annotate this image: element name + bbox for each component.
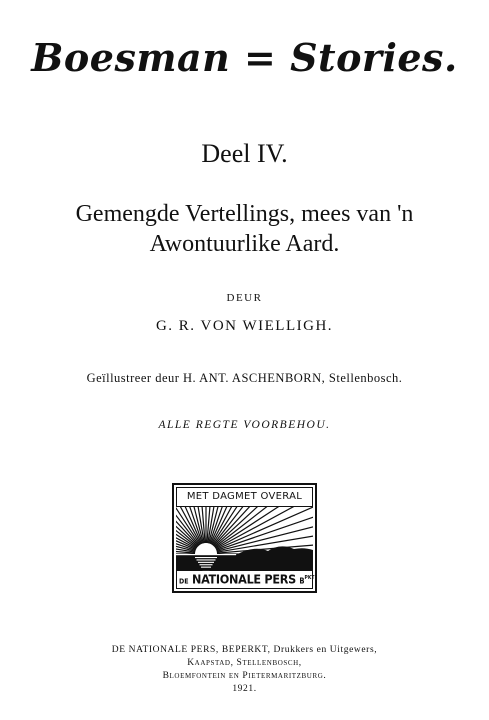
sunrise-icon <box>176 507 313 571</box>
imprint-publisher: DE NATIONALE PERS, BEPERKT, Drukkers en Uitgewers, <box>111 645 378 655</box>
emblem-motto: MET DAGMET OVERAL <box>176 487 313 507</box>
subtitle-line-2: Awontuurlike Aard. <box>149 231 340 257</box>
subtitle-line-1: Gemengde Vertellings, mees van 'n <box>75 201 414 227</box>
emblem-name-suffix-sup: PKT <box>304 575 315 581</box>
emblem-name: NATIONALE PERS <box>192 571 296 587</box>
by-label: DEUR <box>226 292 263 304</box>
emblem-publisher-name <box>176 569 313 589</box>
rights-notice: ALLE REGTE VOORBEHOU. <box>158 419 331 431</box>
sunrise-over-sea-illustration <box>176 507 313 571</box>
imprint-cities-2: Bloemfontein en Pietermaritzburg. <box>162 671 327 681</box>
publisher-emblem <box>172 483 317 593</box>
illustrator-credit: Geïllustreer deur H. ANT. ASCHENBORN, Stellenbosch. <box>86 371 403 385</box>
book-title: Boesman = Stories. <box>31 35 458 80</box>
imprint-cities-1: Kaapstad, Stellenbosch, <box>187 658 302 668</box>
emblem-name-prefix: DE <box>179 577 189 586</box>
volume-number: Deel IV. <box>201 139 288 168</box>
emblem-name-suffix: B <box>299 576 305 586</box>
author-name: G. R. VON WIELLIGH. <box>155 318 334 334</box>
imprint-year: 1921. <box>232 684 257 694</box>
